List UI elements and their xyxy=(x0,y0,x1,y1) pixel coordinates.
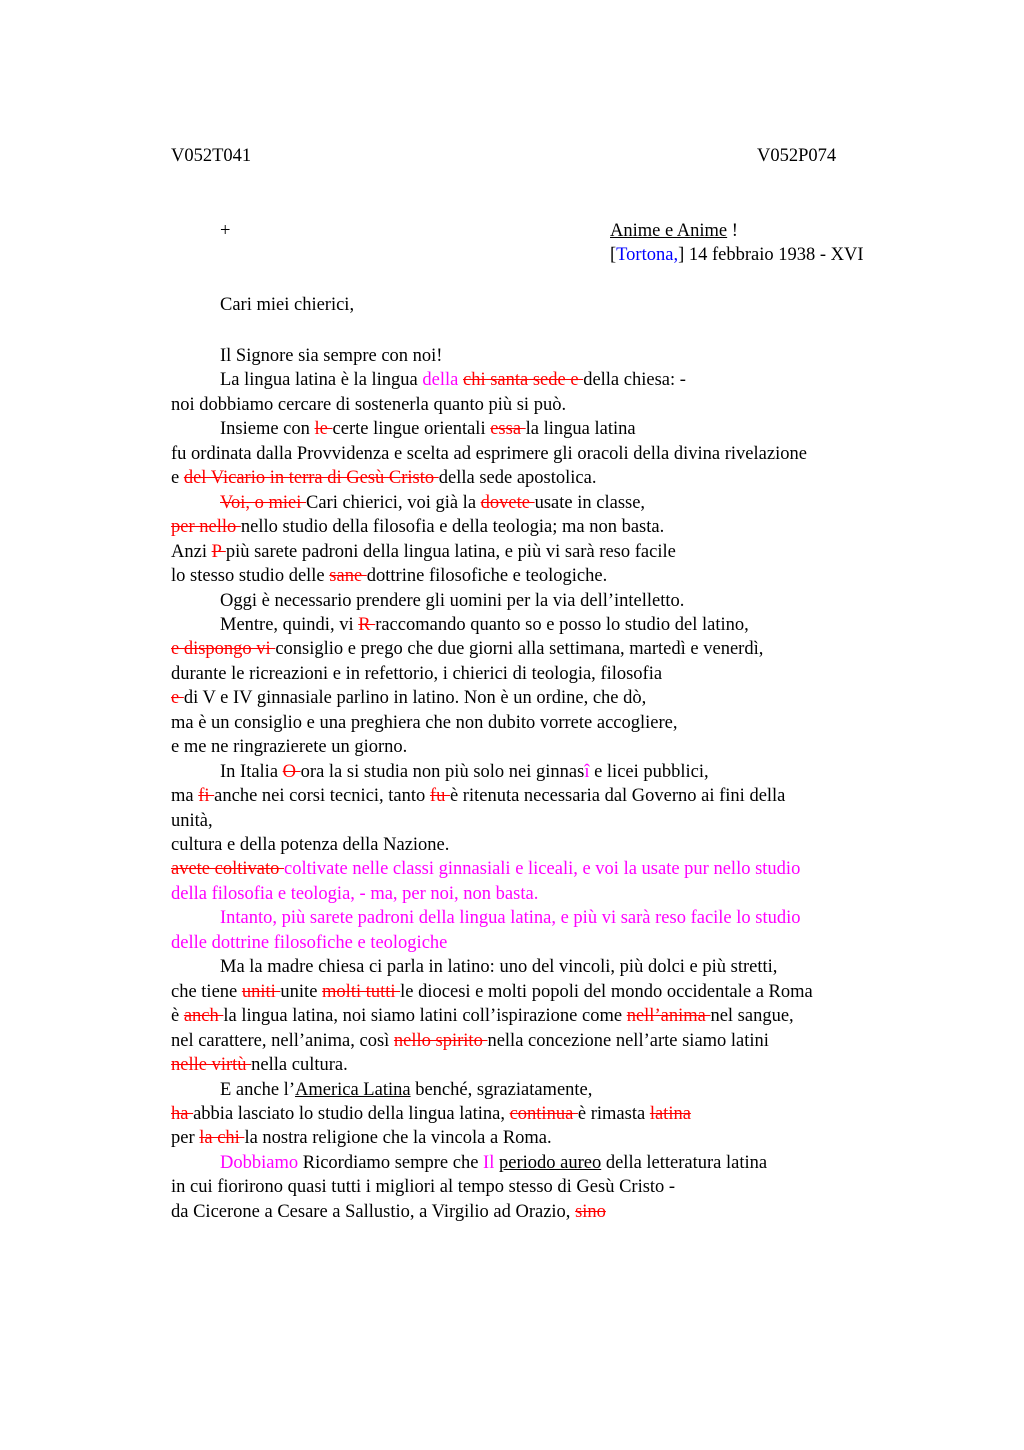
line-text: ma xyxy=(171,786,199,806)
line-text: la lingua latina xyxy=(525,419,636,439)
text-line xyxy=(171,857,800,881)
text-line xyxy=(220,1151,767,1175)
date-text: ] 14 febbraio 1938 - XVI xyxy=(678,245,864,265)
text-line xyxy=(171,1029,769,1053)
deleted-text: uniti xyxy=(241,982,281,1002)
line-text: più sarete padroni della lingua latina, e più vi sarà reso facile xyxy=(225,542,676,562)
text-line xyxy=(171,882,538,906)
text-line xyxy=(171,833,449,857)
text-line xyxy=(171,784,785,808)
line-text: e xyxy=(171,468,184,488)
line-text: la lingua latina, noi siamo latini coll’ispirazione come xyxy=(223,1006,627,1026)
line-text: da Cicerone a Cesare a Sallustio, a Virgilio ad Orazio, xyxy=(171,1202,576,1222)
line-text: dottrine filosofiche e teologiche. xyxy=(366,566,608,586)
text-line xyxy=(220,1078,592,1102)
deleted-text: molti tutti xyxy=(322,982,401,1002)
line-text: le diocesi e molti popoli del mondo occidentale a Roma xyxy=(400,982,813,1002)
document-code-right: V052P074 xyxy=(757,146,837,166)
text-line xyxy=(171,1200,606,1224)
line-text: è rimasta xyxy=(577,1104,650,1124)
line-text: della letteratura latina xyxy=(601,1153,768,1173)
text-line xyxy=(171,466,596,490)
text-line xyxy=(171,393,566,417)
deleted-text: e dispongo vi xyxy=(171,639,276,659)
line-text: di V e IV ginnasiale parlino in latino. Non è un ordine, che dò, xyxy=(183,688,647,708)
deleted-text: sino xyxy=(575,1202,606,1222)
line-text: E anche l’ xyxy=(220,1080,295,1100)
text-line xyxy=(171,735,407,759)
text-line xyxy=(220,955,777,979)
deleted-text: le xyxy=(314,419,333,439)
text-line xyxy=(171,1102,691,1126)
deleted-text: R xyxy=(358,615,376,635)
line-text: cultura e della potenza della Nazione. xyxy=(171,835,450,855)
line-text: Oggi è necessario prendere gli uomini per la via dell’intelletto. xyxy=(220,591,685,611)
line-text: Ricordiamo sempre che xyxy=(298,1153,484,1173)
line-text: Mentre, quindi, vi xyxy=(220,615,359,635)
line-text: ma è un consiglio e una preghiera che non dubito vorrete accogliere, xyxy=(171,713,678,733)
text-line xyxy=(171,442,807,466)
deleted-text: Voi, o miei xyxy=(220,493,306,513)
deleted-text: dovete xyxy=(480,493,535,513)
inserted-text: coltivate nelle classi ginnasiali e liceali, e voi la usate pur nello studio xyxy=(284,859,801,879)
text-line xyxy=(220,760,709,784)
letter-title xyxy=(610,221,738,242)
deleted-text: nelle virtù xyxy=(171,1055,252,1075)
text-line xyxy=(171,540,676,564)
text-line xyxy=(220,613,749,637)
line-text: nel carattere, nell’anima, così xyxy=(171,1031,394,1051)
line-text: unite xyxy=(280,982,323,1002)
deleted-text: del Vicario in terra di Gesù Cristo xyxy=(183,468,439,488)
text-line xyxy=(171,564,607,588)
inserted-text: della xyxy=(422,370,463,390)
deleted-text: sane xyxy=(329,566,367,586)
deleted-text: fu xyxy=(429,786,450,806)
line-text: nel sangue, xyxy=(710,1006,794,1026)
text-line xyxy=(171,515,664,539)
line-text: nella concezione nell’arte siamo latini xyxy=(487,1031,769,1051)
inserted-text: î xyxy=(584,762,590,782)
underlined-text: America Latina xyxy=(295,1080,411,1100)
line-text: unità, xyxy=(171,811,213,831)
title-text: Anime e Anime xyxy=(610,221,728,241)
line-text: durante le ricreazioni e in refettorio, i chierici di teologia, filosofia xyxy=(171,664,663,684)
title-punctuation: ! xyxy=(727,221,738,241)
deleted-text: essa xyxy=(490,419,526,439)
deleted-text: chi santa sede e xyxy=(462,370,584,390)
text-line xyxy=(171,1004,794,1028)
line-text: della chiesa: - xyxy=(583,370,686,390)
document-code-left: V052T041 xyxy=(171,146,252,166)
line-text: nella cultura. xyxy=(251,1055,348,1075)
text-line xyxy=(171,1126,552,1150)
line-text: Il Signore sia sempre con noi! xyxy=(220,346,443,366)
line-text: la nostra religione che la vincola a Roma. xyxy=(244,1128,552,1148)
line-text: benché, sgraziatamente, xyxy=(410,1080,593,1100)
line-text: usate in classe, xyxy=(534,493,646,513)
deleted-text: fi xyxy=(198,786,215,806)
text-line xyxy=(220,906,801,930)
line-text: e licei pubblici, xyxy=(589,762,709,782)
deleted-text: per nello xyxy=(171,517,241,537)
text-line xyxy=(171,637,763,661)
deleted-text: anch xyxy=(183,1006,224,1026)
text-line xyxy=(171,711,678,735)
line-text: per xyxy=(171,1128,200,1148)
inserted-text: Il xyxy=(483,1153,495,1173)
line-text: della sede apostolica. xyxy=(438,468,597,488)
inserted-text: Intanto, più sarete padroni della lingua latina, e più vi sarà reso facile lo studio xyxy=(220,908,801,928)
text-line xyxy=(220,417,636,441)
bracket-open: [ xyxy=(610,245,617,265)
line-text: è xyxy=(171,1006,184,1026)
text-line xyxy=(171,1175,675,1199)
text-line xyxy=(171,931,447,955)
text-line xyxy=(220,491,645,515)
deleted-text: nell’anima xyxy=(626,1006,711,1026)
deleted-text: P xyxy=(211,542,226,562)
line-text: Anzi xyxy=(171,542,212,562)
inserted-text: delle dottrine filosofiche e teologiche xyxy=(171,933,448,953)
inserted-text: Dobbiamo xyxy=(220,1153,299,1173)
deleted-text: O xyxy=(282,762,301,782)
text-line xyxy=(171,809,213,833)
underlined-text: periodo aureo xyxy=(498,1153,602,1173)
line-text: Cari chierici, voi già la xyxy=(306,493,481,513)
text-line xyxy=(220,344,442,368)
place-name: Tortona, xyxy=(616,245,679,265)
cross-mark: + xyxy=(220,221,231,241)
text-line xyxy=(171,1053,348,1077)
inserted-text: della filosofia e teologia, - ma, per noi, non basta. xyxy=(171,884,539,904)
line-text: è ritenuta necessaria dal Governo ai fini della xyxy=(449,786,786,806)
line-text: ora la si studia non più solo nei ginnas xyxy=(300,762,585,782)
deleted-text: continua xyxy=(509,1104,578,1124)
line-text: noi dobbiamo cercare di sostenerla quanto più si può. xyxy=(171,395,567,415)
text-line xyxy=(171,686,646,710)
text-line xyxy=(220,368,686,392)
deleted-text: latina xyxy=(649,1104,691,1124)
line-text: In Italia xyxy=(220,762,283,782)
salutation: Cari miei chierici, xyxy=(220,295,355,315)
line-text: abbia lasciato lo studio della lingua latina, xyxy=(193,1104,510,1124)
line-text: che tiene xyxy=(171,982,242,1002)
line-text: nello studio della filosofia e della teologia; ma non basta. xyxy=(240,517,665,537)
line-text: Insieme con xyxy=(220,419,315,439)
text-line xyxy=(171,662,662,686)
place-date xyxy=(610,245,864,266)
line-text: raccomando quanto so e posso lo studio del latino, xyxy=(375,615,749,635)
deleted-text: nello spirito xyxy=(393,1031,488,1051)
deleted-text: ha xyxy=(171,1104,194,1124)
deleted-text: avete coltivato xyxy=(171,859,285,879)
line-text: consiglio e prego che due giorni alla settimana, martedì e venerdì, xyxy=(275,639,764,659)
text-line xyxy=(220,589,684,613)
line-text: lo stesso studio delle xyxy=(171,566,330,586)
line-text: fu ordinata dalla Provvidenza e scelta ad esprimere gli oracoli della divina rivelazione xyxy=(171,444,807,464)
line-text: e me ne ringrazierete un giorno. xyxy=(171,737,408,757)
line-text: Ma la madre chiesa ci parla in latino: uno del vincoli, più dolci e più stretti, xyxy=(220,957,778,977)
line-text: La lingua latina è la lingua xyxy=(220,370,423,390)
line-text: in cui fiorirono quasi tutti i migliori al tempo stesso di Gesù Cristo - xyxy=(171,1177,676,1197)
text-line xyxy=(171,980,813,1004)
line-text: anche nei corsi tecnici, tanto xyxy=(214,786,430,806)
deleted-text: la chi xyxy=(199,1128,245,1148)
deleted-text: e xyxy=(171,688,184,708)
line-text: certe lingue orientali xyxy=(332,419,491,439)
